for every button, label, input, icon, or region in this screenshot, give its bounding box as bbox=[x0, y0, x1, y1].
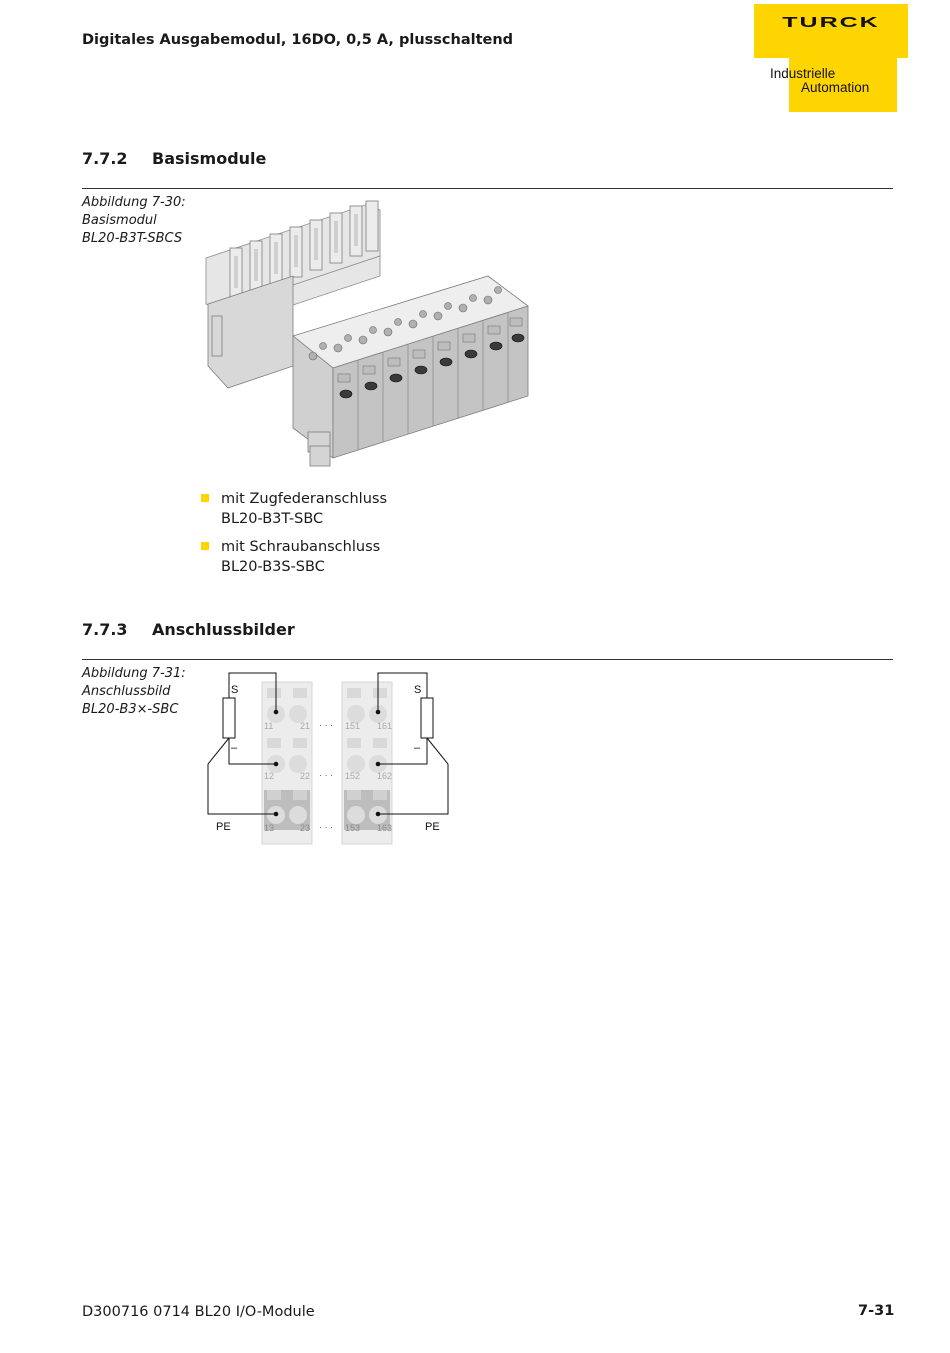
bullet-item bbox=[221, 489, 387, 529]
caption-line: Anschlussbild bbox=[82, 684, 171, 699]
continuation-dots: · · · bbox=[319, 822, 333, 832]
terminal-label: 21 bbox=[300, 721, 311, 731]
bullet-line: BL20-B3T-SBC bbox=[221, 511, 324, 527]
bullet-item bbox=[221, 537, 380, 577]
caption-line: Abbildung 7-31: bbox=[82, 666, 186, 681]
terminal-label: 153 bbox=[345, 823, 361, 833]
terminal-label: 23 bbox=[300, 823, 311, 833]
continuation-dots: · · · bbox=[319, 720, 333, 730]
wiring-diagram bbox=[200, 668, 460, 848]
bullet-line: mit Schraubanschluss bbox=[221, 539, 381, 555]
pe-label-right: PE bbox=[425, 821, 440, 833]
terminal-label: 162 bbox=[377, 771, 393, 781]
section-rule bbox=[82, 659, 893, 660]
terminal-label: 22 bbox=[300, 771, 311, 781]
caption-line: BL20-B3×-SBC bbox=[82, 702, 179, 717]
terminal-label: 163 bbox=[377, 823, 393, 833]
turck-logo: TURCK bbox=[782, 14, 880, 31]
figure-caption bbox=[82, 665, 186, 719]
terminal-label: 161 bbox=[377, 721, 393, 731]
continuation-dots: · · · bbox=[319, 770, 333, 780]
terminal-label: 12 bbox=[264, 771, 275, 781]
bullet-line: mit Zugfederanschluss bbox=[221, 491, 388, 507]
minus-label-right: – bbox=[414, 742, 421, 754]
section-rule bbox=[82, 188, 893, 189]
caption-line: Basismodul bbox=[82, 213, 157, 228]
logo-line1: Industrielle bbox=[770, 66, 836, 81]
terminal-label: 11 bbox=[264, 721, 274, 731]
base-module-illustration bbox=[198, 196, 534, 472]
caption-line: Abbildung 7-30: bbox=[82, 195, 186, 210]
sensor-label-right: S bbox=[414, 684, 422, 696]
bullet-marker bbox=[201, 542, 209, 550]
caption-line: BL20-B3T-SBCS bbox=[82, 231, 183, 246]
figure-caption bbox=[82, 194, 186, 248]
footer-document-id: D300716 0714 BL20 I/O-Module bbox=[82, 1304, 315, 1320]
page-number: 7-31 bbox=[858, 1303, 895, 1319]
terminal-label: 152 bbox=[345, 771, 361, 781]
bullet-line: BL20-B3S-SBC bbox=[221, 559, 325, 575]
section-title: Basismodule bbox=[152, 149, 267, 168]
terminal-label: 151 bbox=[345, 721, 361, 731]
minus-label-left: – bbox=[231, 742, 238, 754]
terminal-label: 13 bbox=[264, 823, 275, 833]
logo-line2: Automation bbox=[801, 80, 870, 95]
pe-label-left: PE bbox=[216, 821, 231, 833]
terminal-strip-right bbox=[342, 682, 392, 844]
sensor-label-left: S bbox=[231, 684, 239, 696]
page-header-title: Digitales Ausgabemodul, 16DO, 0,5 A, plusschaltend bbox=[82, 32, 514, 48]
terminal-strip-left bbox=[262, 682, 312, 844]
section-number: 7.7.2 bbox=[82, 149, 128, 168]
bullet-marker bbox=[201, 494, 209, 502]
section-number: 7.7.3 bbox=[82, 620, 128, 639]
section-title: Anschlussbilder bbox=[152, 620, 295, 639]
